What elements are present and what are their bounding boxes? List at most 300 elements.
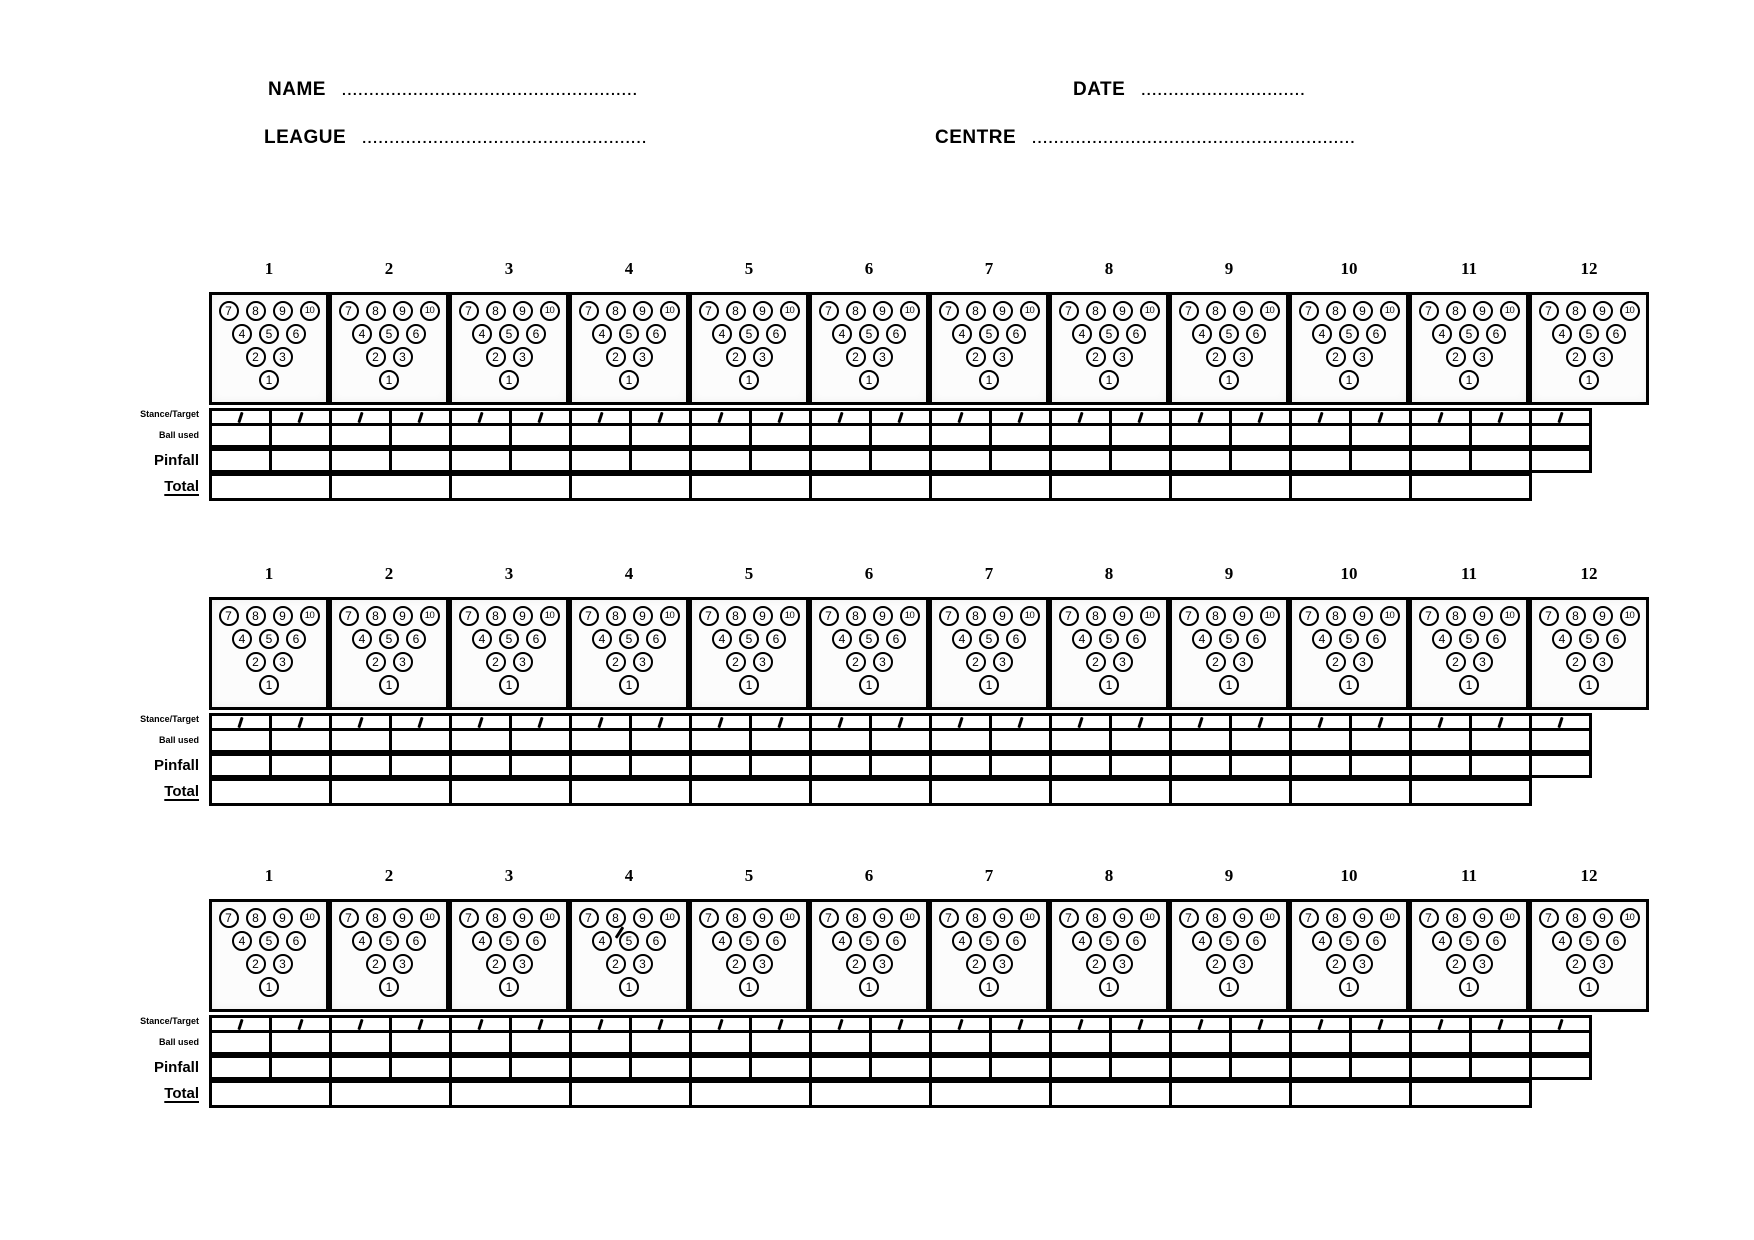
stance-target-cell (512, 716, 569, 728)
frame-number: 6 (864, 259, 874, 278)
stance-target-cell (872, 1018, 929, 1030)
ball-used-cell (512, 1033, 569, 1052)
pin-9-circle: 9 (633, 606, 653, 626)
ball-used-cell (1172, 1033, 1229, 1052)
stance-target-cell (1412, 411, 1469, 423)
stance-tick-mark (537, 716, 543, 727)
pin-5-circle: 5 (379, 629, 399, 649)
pin-8-circle: 8 (1086, 908, 1106, 928)
total-cell (812, 1083, 929, 1105)
total-cell (1412, 476, 1529, 498)
pin-1-circle: 1 (1459, 675, 1479, 695)
pinfall-cell (1472, 1058, 1529, 1077)
stance-target-cell (872, 411, 929, 423)
pin-row (1412, 675, 1526, 695)
pin-9-circle: 9 (1233, 908, 1253, 928)
pin-10-circle: 10 (1020, 606, 1040, 626)
stance-tick-mark (1317, 411, 1323, 422)
pin-1-circle: 1 (739, 370, 759, 390)
pin-1-circle: 1 (619, 675, 639, 695)
pin-diagram-frame-11 (1409, 899, 1529, 1012)
stance-target-cell (1352, 411, 1409, 423)
frame-number: 4 (624, 564, 634, 583)
pin-8-circle: 8 (846, 606, 866, 626)
pin-7-circle: 7 (219, 301, 239, 321)
pin-row (1172, 652, 1286, 672)
stance-target-cell (272, 411, 329, 423)
pin-row (1532, 606, 1646, 626)
ball-used-cell (1532, 1033, 1589, 1052)
frame-number: 9 (1224, 259, 1234, 278)
pin-row (812, 652, 926, 672)
stance-target-cell (1292, 411, 1349, 423)
stance-target-cell (752, 1018, 809, 1030)
ball-used-cell (872, 426, 929, 445)
frame-number: 2 (384, 259, 394, 278)
pin-2-circle: 2 (726, 652, 746, 672)
date-label: DATE (1073, 79, 1126, 100)
ball-used-cell (1292, 1033, 1349, 1052)
pin-10-circle: 10 (300, 908, 320, 928)
frame-number: 8 (1104, 564, 1114, 583)
pin-row (692, 347, 806, 367)
pin-row (332, 908, 446, 928)
pin-row (212, 370, 326, 390)
total-cell (692, 476, 809, 498)
pinfall-cell (332, 451, 389, 470)
frame-number: 9 (1224, 564, 1234, 583)
pin-row (572, 301, 686, 321)
pinfall-cell (632, 1058, 689, 1077)
pin-6-circle: 6 (1366, 324, 1386, 344)
pin-row (332, 301, 446, 321)
total-cell (932, 781, 1049, 803)
pinfall-cell (872, 756, 929, 775)
pin-4-circle: 4 (232, 931, 252, 951)
pin-1-circle: 1 (259, 675, 279, 695)
pin-diagram-frame-8 (1049, 292, 1169, 405)
pin-diagram-frame-3 (449, 899, 569, 1012)
pin-10-circle: 10 (420, 606, 440, 626)
stance-target-cell (1112, 716, 1169, 728)
pin-2-circle: 2 (606, 652, 626, 672)
stance-target-cell (1412, 1018, 1469, 1030)
pin-row (932, 977, 1046, 997)
pin-row (1412, 652, 1526, 672)
pin-row (572, 652, 686, 672)
ball-used-cell (1232, 731, 1289, 750)
total-cell (812, 781, 929, 803)
stance-tick-mark (477, 716, 483, 727)
ball-used-cell (872, 731, 929, 750)
pin-10-circle: 10 (900, 606, 920, 626)
pin-5-circle: 5 (739, 931, 759, 951)
pinfall-cell (812, 756, 869, 775)
pin-3-circle: 3 (633, 954, 653, 974)
pin-7-circle: 7 (819, 606, 839, 626)
pin-diagram-frame-5 (689, 899, 809, 1012)
pin-2-circle: 2 (1206, 652, 1226, 672)
pin-3-circle: 3 (753, 652, 773, 672)
pin-diagram-frame-1 (209, 597, 329, 710)
pin-row (1292, 977, 1406, 997)
pin-3-circle: 3 (513, 347, 533, 367)
frame-number: 6 (864, 564, 874, 583)
pin-10-circle: 10 (1140, 908, 1160, 928)
pin-row (1172, 908, 1286, 928)
pin-8-circle: 8 (606, 908, 626, 928)
pin-row (1412, 324, 1526, 344)
pin-row (932, 324, 1046, 344)
stance-tick-mark (1137, 411, 1143, 422)
ball-used-cell (572, 426, 629, 445)
pin-4-circle: 4 (472, 629, 492, 649)
pin-8-circle: 8 (966, 908, 986, 928)
pinfall-cell (212, 451, 269, 470)
pin-4-circle: 4 (1432, 324, 1452, 344)
pinfall-cell (1232, 451, 1289, 470)
frame-number: 7 (984, 564, 994, 583)
pinfall-cell (692, 451, 749, 470)
pin-10-circle: 10 (1620, 301, 1640, 321)
pin-diagram-frame-7 (929, 597, 1049, 710)
pin-row (932, 652, 1046, 672)
pin-row (692, 324, 806, 344)
pin-8-circle: 8 (246, 606, 266, 626)
pin-row (1172, 931, 1286, 951)
stance-tick-mark (1557, 411, 1563, 422)
pin-3-circle: 3 (1353, 347, 1373, 367)
pin-5-circle: 5 (1099, 324, 1119, 344)
pin-diagram-frame-6 (809, 292, 929, 405)
pin-7-circle: 7 (339, 908, 359, 928)
pin-8-circle: 8 (606, 301, 626, 321)
ball-used-cell (932, 1033, 989, 1052)
pin-row (332, 606, 446, 626)
frame-number: 1 (264, 564, 274, 583)
ball-used-cell (452, 731, 509, 750)
pin-1-circle: 1 (259, 977, 279, 997)
pin-row (572, 606, 686, 626)
pin-2-circle: 2 (726, 347, 746, 367)
pin-row (692, 931, 806, 951)
pin-diagram-frame-7 (929, 899, 1049, 1012)
pin-row (212, 301, 326, 321)
stance-target-cell (932, 716, 989, 728)
pinfall-cell (1232, 756, 1289, 775)
stance-tick-mark (1377, 716, 1383, 727)
pinfall-row-label: Pinfall (153, 1059, 199, 1076)
pin-row (1532, 301, 1646, 321)
pin-7-circle: 7 (579, 908, 599, 928)
pinfall-cell (1472, 756, 1529, 775)
pin-4-circle: 4 (232, 629, 252, 649)
pinfall-cell (632, 756, 689, 775)
frame-number: 11 (1460, 564, 1478, 583)
stance-tick-mark (657, 411, 663, 422)
pin-6-circle: 6 (1126, 324, 1146, 344)
pin-row (1412, 977, 1526, 997)
pin-1-circle: 1 (379, 370, 399, 390)
pin-6-circle: 6 (1486, 324, 1506, 344)
pinfall-cell (1112, 451, 1169, 470)
stance-target-cell (692, 716, 749, 728)
pinfall-cell (272, 451, 329, 470)
stance-tick-mark (717, 1018, 723, 1029)
stance-target-cell (392, 411, 449, 423)
pin-5-circle: 5 (619, 931, 639, 951)
pin-9-circle: 9 (273, 301, 293, 321)
stance-target-cell (752, 411, 809, 423)
pin-8-circle: 8 (1566, 606, 1586, 626)
game-section-1 (140, 245, 1699, 501)
pin-row (1532, 954, 1646, 974)
pin-row (452, 370, 566, 390)
stance-tick-mark (1437, 1018, 1443, 1029)
pin-2-circle: 2 (366, 954, 386, 974)
pin-diagram-frame-2 (329, 292, 449, 405)
pinfall-cell (992, 1058, 1049, 1077)
pin-8-circle: 8 (486, 908, 506, 928)
stance-ball-grid (209, 408, 1592, 448)
pin-diagram-frame-12 (1529, 597, 1649, 710)
pin-7-circle: 7 (1419, 606, 1439, 626)
pin-2-circle: 2 (1086, 347, 1106, 367)
total-grid (209, 778, 1532, 806)
ball-used-cell (452, 1033, 509, 1052)
ball-row-label: Ball used (158, 1037, 199, 1047)
pin-2-circle: 2 (1086, 652, 1106, 672)
pin-row (1052, 629, 1166, 649)
pin-diagram-frame-4 (569, 597, 689, 710)
pin-7-circle: 7 (1059, 301, 1079, 321)
pinfall-cell (692, 756, 749, 775)
stance-tick-mark (357, 716, 363, 727)
pin-9-circle: 9 (873, 606, 893, 626)
stance-tick-mark (1377, 411, 1383, 422)
pin-6-circle: 6 (1246, 931, 1266, 951)
frame-number: 5 (744, 866, 754, 885)
pin-5-circle: 5 (499, 324, 519, 344)
pin-9-circle: 9 (273, 606, 293, 626)
pin-10-circle: 10 (660, 606, 680, 626)
pin-1-circle: 1 (379, 675, 399, 695)
ball-used-cell (1352, 426, 1409, 445)
pin-9-circle: 9 (1593, 908, 1613, 928)
ball-used-cell (1472, 1033, 1529, 1052)
stance-tick-mark (417, 1018, 423, 1029)
stance-tick-mark (537, 411, 543, 422)
pin-6-circle: 6 (886, 324, 906, 344)
stance-tick-mark (1017, 1018, 1023, 1029)
pin-5-circle: 5 (1219, 629, 1239, 649)
pin-7-circle: 7 (459, 908, 479, 928)
pin-9-circle: 9 (513, 606, 533, 626)
ball-used-cell (1052, 426, 1109, 445)
ball-used-cell (1352, 1033, 1409, 1052)
pin-row (452, 301, 566, 321)
pin-row (812, 370, 926, 390)
pin-row (452, 606, 566, 626)
total-cell (812, 476, 929, 498)
pin-4-circle: 4 (1312, 931, 1332, 951)
frame-number: 8 (1104, 866, 1114, 885)
pin-7-circle: 7 (1059, 908, 1079, 928)
pin-3-circle: 3 (1593, 347, 1613, 367)
pin-2-circle: 2 (1446, 954, 1466, 974)
pin-row (1172, 606, 1286, 626)
pin-2-circle: 2 (606, 954, 626, 974)
pin-3-circle: 3 (1233, 652, 1253, 672)
pin-6-circle: 6 (1246, 324, 1266, 344)
total-cell (692, 781, 809, 803)
stance-tick-mark (417, 716, 423, 727)
ball-used-cell (212, 1033, 269, 1052)
pin-7-circle: 7 (1179, 606, 1199, 626)
ball-used-cell (452, 426, 509, 445)
pin-row (452, 629, 566, 649)
pinfall-cell (692, 1058, 749, 1077)
stance-tick-mark (357, 1018, 363, 1029)
pin-9-circle: 9 (753, 301, 773, 321)
pin-8-circle: 8 (366, 908, 386, 928)
pin-9-circle: 9 (753, 606, 773, 626)
frame-number: 2 (384, 564, 394, 583)
pin-2-circle: 2 (486, 652, 506, 672)
pin-row (212, 347, 326, 367)
pin-3-circle: 3 (393, 652, 413, 672)
pin-row (932, 606, 1046, 626)
pin-row (332, 954, 446, 974)
stance-tick-mark (417, 411, 423, 422)
pin-row (932, 931, 1046, 951)
stance-tick-mark (237, 716, 243, 727)
stance-tick-mark (657, 716, 663, 727)
stance-tick-mark (1077, 716, 1083, 727)
pin-10-circle: 10 (1500, 301, 1520, 321)
pin-2-circle: 2 (486, 347, 506, 367)
pin-4-circle: 4 (1072, 324, 1092, 344)
pin-6-circle: 6 (1006, 629, 1026, 649)
pin-row (812, 908, 926, 928)
total-cell (932, 476, 1049, 498)
pin-6-circle: 6 (1606, 629, 1626, 649)
pin-2-circle: 2 (1206, 954, 1226, 974)
pin-4-circle: 4 (1072, 629, 1092, 649)
pin-7-circle: 7 (699, 301, 719, 321)
stance-target-cell (272, 716, 329, 728)
frame-number: 3 (504, 564, 514, 583)
stance-tick-mark (1137, 716, 1143, 727)
pin-9-circle: 9 (993, 301, 1013, 321)
stance-target-cell (212, 716, 269, 728)
pin-row (1052, 908, 1166, 928)
frame-number: 8 (1104, 259, 1114, 278)
pin-row (1532, 908, 1646, 928)
pin-9-circle: 9 (1353, 606, 1373, 626)
pin-10-circle: 10 (660, 301, 680, 321)
total-cell (1052, 476, 1169, 498)
pinfall-cell (1352, 756, 1409, 775)
pin-8-circle: 8 (1566, 908, 1586, 928)
pin-9-circle: 9 (1113, 301, 1133, 321)
pin-9-circle: 9 (873, 908, 893, 928)
pin-8-circle: 8 (1566, 301, 1586, 321)
frame-number: 5 (744, 564, 754, 583)
pin-row (812, 954, 926, 974)
pin-5-circle: 5 (739, 629, 759, 649)
pin-diagram-frame-1 (209, 899, 329, 1012)
pin-row (332, 324, 446, 344)
stance-target-cell (332, 716, 389, 728)
pin-9-circle: 9 (753, 908, 773, 928)
pinfall-cell (1292, 756, 1349, 775)
pin-row (1052, 301, 1166, 321)
pin-3-circle: 3 (1233, 954, 1253, 974)
pin-9-circle: 9 (1593, 606, 1613, 626)
pin-8-circle: 8 (1086, 606, 1106, 626)
pinfall-cell (512, 756, 569, 775)
frame-numbers-row (209, 852, 1699, 886)
pin-row (1532, 977, 1646, 997)
total-cell (1172, 1083, 1289, 1105)
pin-6-circle: 6 (1126, 629, 1146, 649)
stance-tick-mark (1497, 411, 1503, 422)
pin-6-circle: 6 (766, 931, 786, 951)
pin-7-circle: 7 (459, 301, 479, 321)
total-cell (1172, 476, 1289, 498)
stance-target-cell (572, 411, 629, 423)
pin-8-circle: 8 (966, 606, 986, 626)
frame-number: 12 (1580, 259, 1598, 278)
pinfall-cell (752, 756, 809, 775)
pin-row (1292, 954, 1406, 974)
pin-row (932, 675, 1046, 695)
pin-row (332, 652, 446, 672)
ball-used-cell (632, 426, 689, 445)
total-cell (1292, 1083, 1409, 1105)
pin-row (692, 629, 806, 649)
pinfall-cell (572, 756, 629, 775)
pin-row (1292, 606, 1406, 626)
stance-tick-mark (957, 1018, 963, 1029)
pin-8-circle: 8 (246, 908, 266, 928)
pin-row (1052, 347, 1166, 367)
pin-10-circle: 10 (780, 606, 800, 626)
stance-target-cell (1532, 716, 1589, 728)
pin-4-circle: 4 (952, 324, 972, 344)
pin-9-circle: 9 (1233, 606, 1253, 626)
pin-2-circle: 2 (246, 347, 266, 367)
ball-used-cell (512, 426, 569, 445)
pin-diagram-frame-5 (689, 292, 809, 405)
stance-tick-mark (1257, 411, 1263, 422)
ball-used-cell (272, 1033, 329, 1052)
ball-used-cell (392, 426, 449, 445)
stance-tick-mark (597, 716, 603, 727)
pin-row (332, 675, 446, 695)
pin-5-circle: 5 (979, 324, 999, 344)
pinfall-cell (812, 451, 869, 470)
pin-6-circle: 6 (406, 629, 426, 649)
pin-7-circle: 7 (1539, 606, 1559, 626)
pin-2-circle: 2 (966, 652, 986, 672)
frame-number: 10 (1340, 259, 1358, 278)
pin-3-circle: 3 (513, 652, 533, 672)
ball-used-cell (1412, 1033, 1469, 1052)
stance-tick-mark (1497, 716, 1503, 727)
pinfall-cell (1352, 1058, 1409, 1077)
